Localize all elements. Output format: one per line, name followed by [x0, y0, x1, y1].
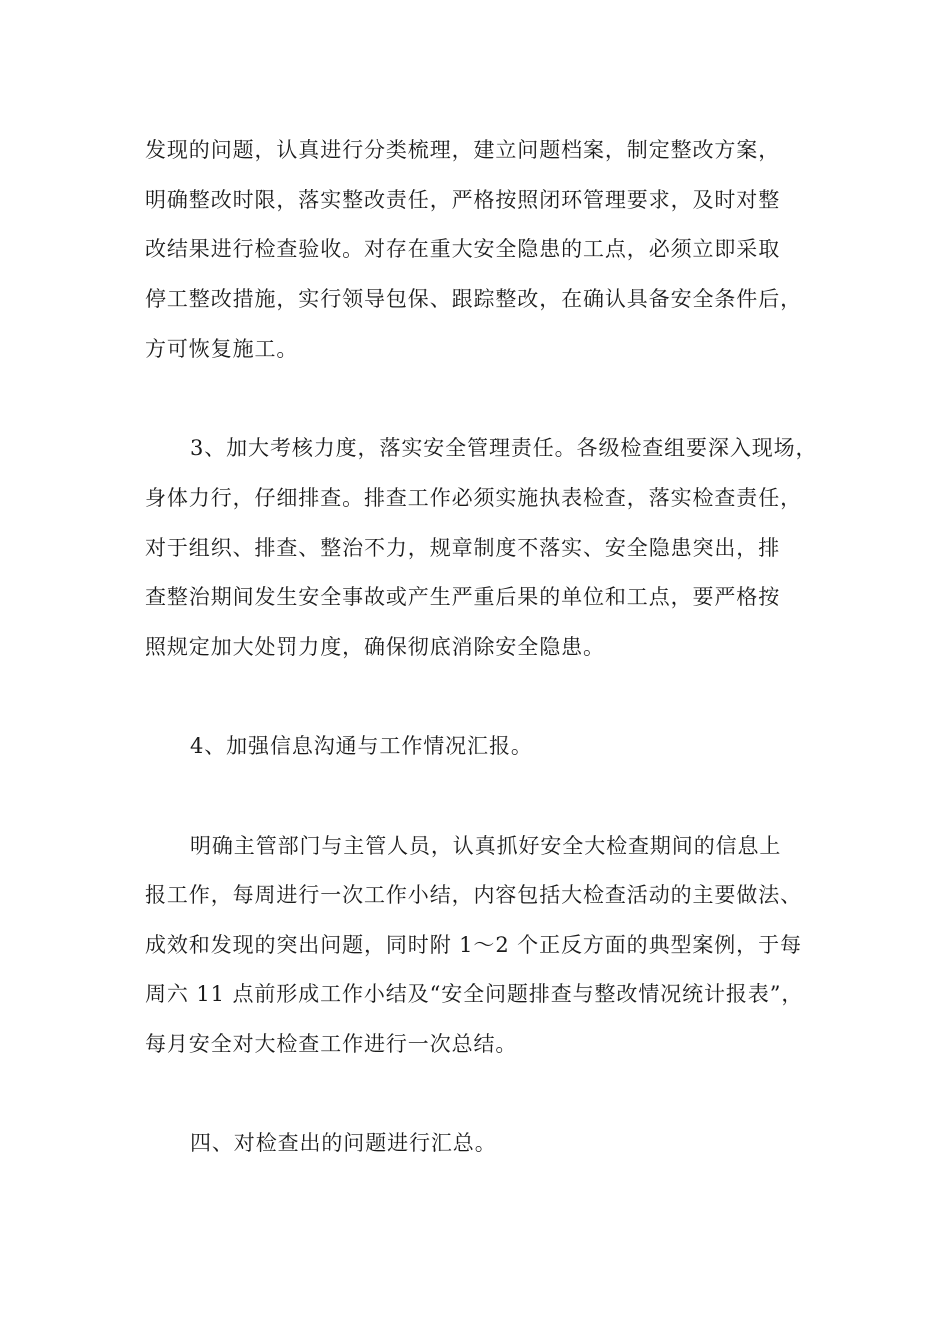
text-line: 4、加强信息沟通与工作情况汇报。: [190, 734, 533, 758]
text-line: 停工整改措施，实行领导包保、跟踪整改，在确认具备安全条件后，: [145, 287, 802, 311]
text-line: 3、加大考核力度，落实安全管理责任。各级检查组要深入现场，: [190, 436, 818, 460]
section-heading: 四、对检查出的问题进行汇总。: [190, 1131, 497, 1155]
text-line: 周六 11 点前形成工作小结及“安全问题排查与整改情况统计报表”，: [145, 982, 804, 1006]
text-line: 成效和发现的突出问题，同时附 1～2 个正反方面的典型案例，于每: [145, 933, 802, 957]
text-line: 发现的问题，认真进行分类梳理，建立问题档案，制定整改方案，: [145, 138, 781, 162]
text-line: 照规定加大处罚力度，确保彻底消除安全隐患。: [145, 635, 605, 659]
text-line: 查整治期间发生安全事故或产生严重后果的单位和工点，要严格按: [145, 585, 781, 609]
text-line: 改结果进行检查验收。对存在重大安全隐患的工点，必须立即采取: [145, 237, 781, 261]
text-line: 每月安全对大检查工作进行一次总结。: [145, 1032, 518, 1056]
text-line: 对于组织、排查、整治不力，规章制度不落实、安全隐患突出，排: [145, 536, 781, 560]
text-line: 明确整改时限，落实整改责任，严格按照闭环管理要求，及时对整: [145, 188, 781, 212]
text-line: 明确主管部门与主管人员，认真抓好安全大检查期间的信息上: [190, 834, 782, 858]
text-line: 身体力行，仔细排查。排查工作必须实施执表检查，落实检查责任，: [145, 486, 802, 510]
text-line: 方可恢复施工。: [145, 337, 299, 361]
text-line: 报工作，每周进行一次工作小结，内容包括大检查活动的主要做法、: [145, 883, 802, 907]
